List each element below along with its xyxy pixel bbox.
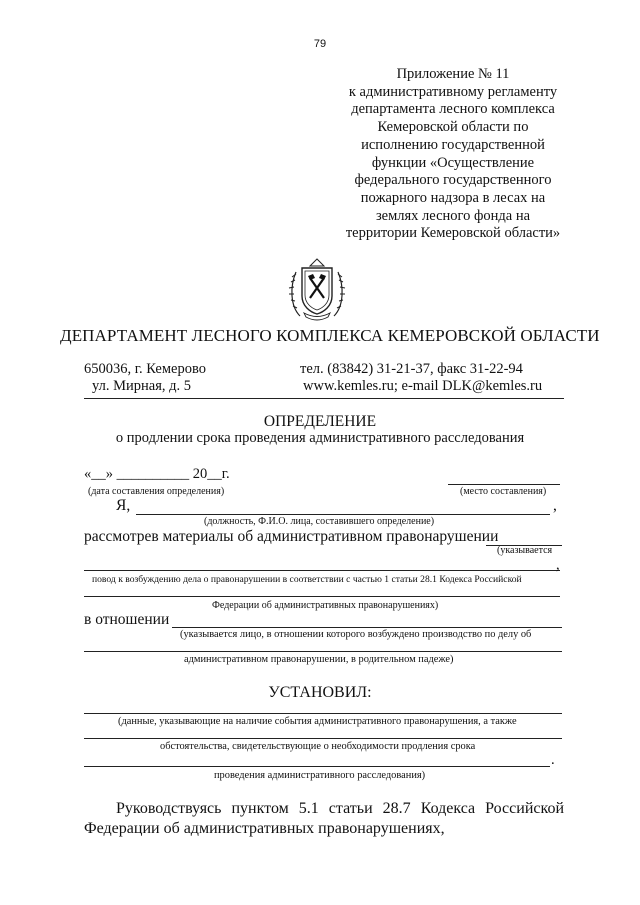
person-field-line — [84, 651, 562, 652]
body-line-2: Федерации об административных правонарушениях, — [84, 820, 445, 837]
header-divider — [84, 398, 564, 399]
contact-line-1: тел. (83842) 31-21-37, факс 31-22-94 — [300, 361, 523, 377]
established-title: УСТАНОВИЛ: — [268, 684, 372, 701]
ya-end-comma: , — [553, 497, 557, 514]
person-caption-1: (указывается лицо, в отношении которого возбуждено производство по делу об — [180, 629, 532, 640]
appendix-line: пожарного надзора в лесах на — [360, 189, 546, 206]
place-caption: (место составления) — [460, 486, 547, 497]
address-line-2: ул. Мирная, д. 5 — [92, 378, 191, 394]
regarding-label: в отношении — [84, 611, 170, 628]
facts-field-line-3 — [84, 766, 550, 767]
regarding-field-line — [172, 627, 562, 628]
reason-caption-1: повод к возбуждению дела о правонарушении в соответствии с частью 1 статьи 28.1 Кодекса Российской — [92, 574, 522, 585]
appendix-line: исполнению государственной — [361, 136, 545, 153]
page-number: 79 — [313, 38, 327, 50]
coat-of-arms-icon — [286, 256, 348, 322]
reviewed-text: рассмотрев материалы об административном правонарушении — [84, 528, 499, 545]
reason-field-line — [84, 570, 560, 571]
contact-line-2: www.kemles.ru; e-mail DLK@kemles.ru — [303, 378, 543, 394]
document-title: ОПРЕДЕЛЕНИЕ — [263, 413, 377, 430]
appendix-line: функции «Осуществление — [371, 154, 535, 171]
facts-field-line-2 — [84, 738, 562, 739]
appendix-line: землях лесного фонда на — [375, 207, 531, 224]
indicate-caption: (указывается — [497, 545, 553, 556]
official-field-line — [136, 514, 550, 515]
date-field: «__» __________ 20__г. — [84, 466, 230, 482]
date-caption: (дата составления определения) — [88, 486, 225, 497]
facts-caption-1: (данные, указывающие на наличие события административного правонарушения, а также — [118, 716, 517, 727]
official-caption: (должность, Ф.И.О. лица, составившего определение) — [204, 516, 435, 527]
person-caption-2: административном правонарушении, в родительном падеже) — [184, 654, 454, 665]
reason-field-line-2 — [84, 596, 560, 597]
appendix-line: федерального государственного — [354, 172, 552, 189]
facts-end-period: . — [551, 752, 555, 768]
body-line-1: Руководствуясь пунктом 5.1 статьи 28.7 Кодекса Российской — [116, 800, 564, 817]
address-line-1: 650036, г. Кемерово — [84, 361, 206, 377]
document-subtitle: о продлении срока проведения административного расследования — [115, 430, 525, 446]
facts-field-line-1 — [84, 713, 562, 714]
facts-caption-3: проведения административного расследования) — [214, 770, 426, 781]
appendix-line: Приложение № 11 — [396, 66, 510, 82]
appendix-line: департамента лесного комплекса — [351, 101, 555, 118]
appendix-line: к административному регламенту — [348, 83, 558, 100]
reason-caption-2: Федерации об административных правонарушениях) — [212, 600, 439, 611]
place-field-line — [448, 484, 560, 485]
appendix-line: Кемеровской области по — [377, 119, 529, 136]
appendix-block — [330, 66, 576, 243]
ya-label: Я, — [116, 497, 131, 514]
facts-caption-2: обстоятельства, свидетельствующие о необходимости продления срока — [160, 741, 476, 752]
appendix-line: территории Кемеровской области» — [345, 225, 561, 242]
reason-end-comma: , — [556, 557, 560, 573]
department-title: ДЕПАРТАМЕНТ ЛЕСНОГО КОМПЛЕКСА КЕМЕРОВСКОЙ ОБЛАСТИ — [60, 326, 600, 345]
